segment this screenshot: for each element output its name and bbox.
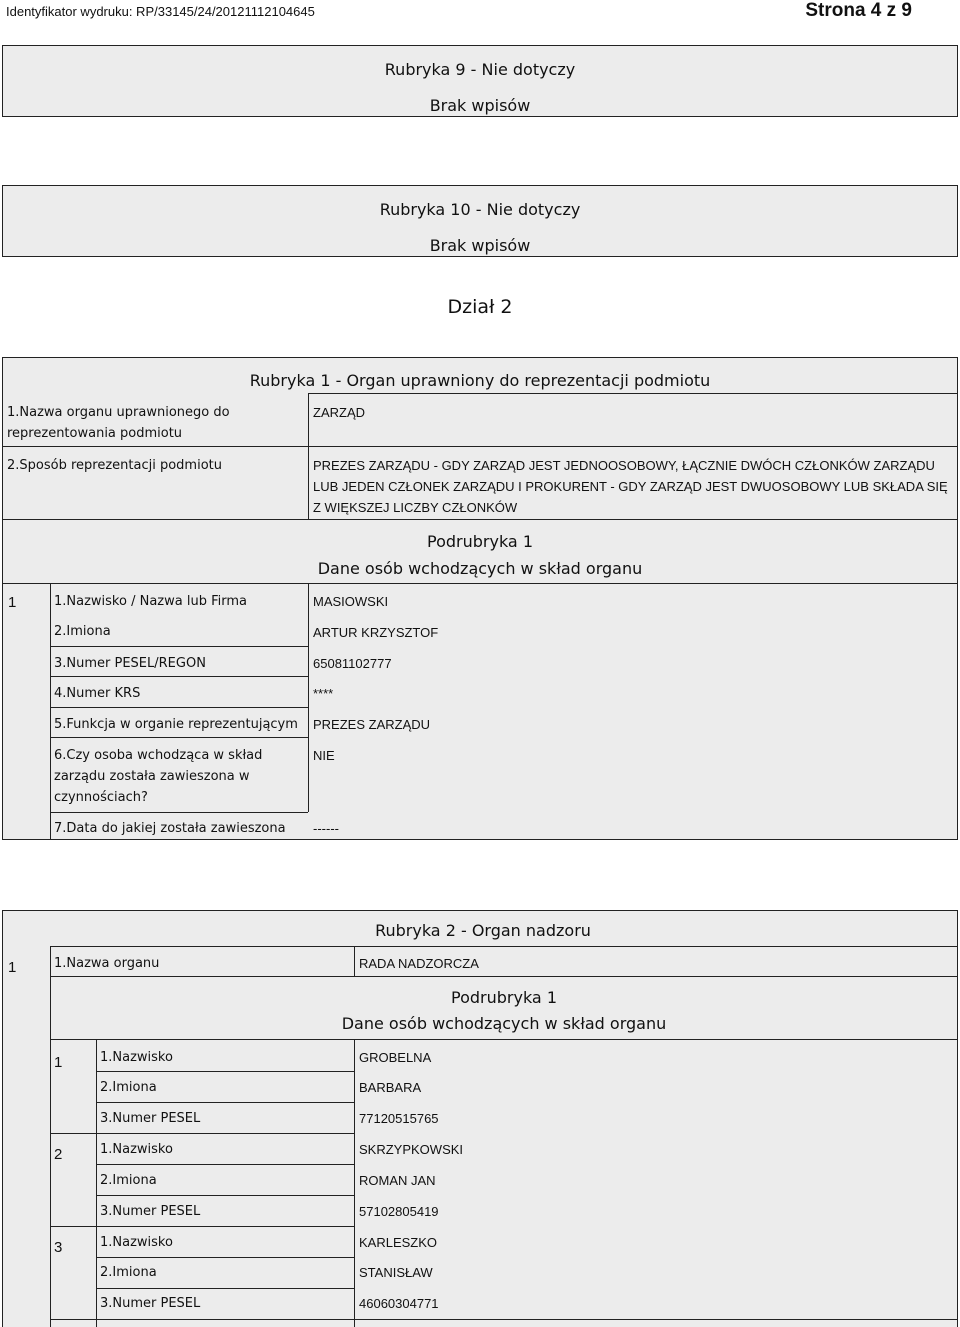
member-names-label: 2.Imiona xyxy=(100,1265,157,1280)
organ-name-label: 1.Nazwa organu uprawnionego do reprezentowania podmiotu xyxy=(7,405,230,441)
rubryka-2-title: Rubryka 2 - Organ nadzoru xyxy=(375,921,591,940)
person-row-label: 7.Data do jakiej została zawieszona xyxy=(54,821,286,836)
member-surname-value: KARLESZKO xyxy=(359,1235,438,1250)
member-surname-label: 1.Nazwisko xyxy=(100,1050,173,1065)
subsection-title: Podrubryka 1 xyxy=(451,988,557,1007)
member-names-label: 2.Imiona xyxy=(100,1173,157,1188)
person-row-label: 5.Funkcja w organie reprezentującym xyxy=(54,717,298,732)
member-index: 2 xyxy=(54,1146,63,1163)
member-surname-value: GROBELNA xyxy=(359,1050,432,1065)
rubryka-9-title: Rubryka 9 - Nie dotyczy xyxy=(384,60,576,79)
person-row-value: NIE xyxy=(313,748,335,763)
rubryka-10-status: Brak wpisów xyxy=(429,236,531,255)
person-row-label: 1.Nazwisko / Nazwa lub Firma xyxy=(54,594,247,609)
subsection-subtitle: Dane osób wchodzących w skład organu xyxy=(317,559,643,578)
person-row-label: 6.Czy osoba wchodząca w skład zarządu została zawieszona w czynnościach? xyxy=(54,748,263,805)
member-names-value: BARBARA xyxy=(359,1080,422,1095)
member-index: 3 xyxy=(54,1239,63,1256)
member-index: 1 xyxy=(54,1054,63,1071)
person-row-value: 65081102777 xyxy=(313,656,392,671)
rubryka-9-status: Brak wpisów xyxy=(429,96,531,115)
member-pesel-value: 77120515765 xyxy=(359,1111,439,1126)
supervisory-organ-label: 1.Nazwa organu xyxy=(54,956,160,971)
representation-label: 2.Sposób reprezentacji podmiotu xyxy=(7,458,222,473)
person-row-label: 2.Imiona xyxy=(54,624,111,639)
subsection-subtitle: Dane osób wchodzących w skład organu xyxy=(341,1014,667,1033)
member-surname-label: 1.Nazwisko xyxy=(100,1235,173,1250)
member-surname-label: 1.Nazwisko xyxy=(100,1142,173,1157)
member-names-label: 2.Imiona xyxy=(100,1080,157,1095)
member-pesel-label: 3.Numer PESEL xyxy=(100,1111,201,1126)
section-heading: Dział 2 xyxy=(447,296,513,318)
representation-value: PREZES ZARZĄDU - GDY ZARZĄD JEST JEDNOOSOBOWY, ŁĄCZNIE DWÓCH CZŁONKÓW ZARZĄDU LUB JEDEN CZŁONEK ZARZĄDU I PROKURENT - GDY ZARZĄD JEST DWUOSOBOWY LUB SKŁADA SIĘ Z WIĘKSZEJ LICZBY CZŁONKÓW xyxy=(313,458,948,515)
member-pesel-label: 3.Numer PESEL xyxy=(100,1296,201,1311)
person-row-value: ------ xyxy=(313,821,339,836)
rubryka-9-box xyxy=(2,45,958,117)
person-row-label: 4.Numer KRS xyxy=(54,686,141,701)
person-row-value: **** xyxy=(313,686,334,701)
rubryka-10-title: Rubryka 10 - Nie dotyczy xyxy=(379,200,581,219)
print-identifier: Identyfikator wydruku: RP/33145/24/20121112104645 xyxy=(6,4,315,19)
person-index: 1 xyxy=(8,594,17,611)
person-row-label: 3.Numer PESEL/REGON xyxy=(54,656,206,671)
member-names-value: STANISŁAW xyxy=(359,1265,433,1280)
person-row-value: MASIOWSKI xyxy=(313,594,389,609)
organ-name-value: ZARZĄD xyxy=(313,405,365,420)
person-row-value: PREZES ZARZĄDU xyxy=(313,717,431,732)
rubryka-1-title: Rubryka 1 - Organ uprawniony do reprezentacji podmiotu xyxy=(249,371,711,390)
member-pesel-label: 3.Numer PESEL xyxy=(100,1204,201,1219)
organ-index: 1 xyxy=(8,959,17,976)
subsection-title: Podrubryka 1 xyxy=(427,532,533,551)
member-names-value: ROMAN JAN xyxy=(359,1173,436,1188)
supervisory-organ-value: RADA NADZORCZA xyxy=(359,956,479,971)
member-pesel-value: 57102805419 xyxy=(359,1204,439,1219)
member-surname-value: SKRZYPKOWSKI xyxy=(359,1142,464,1157)
member-pesel-value: 46060304771 xyxy=(359,1296,439,1311)
rubryka-10-box xyxy=(2,185,958,257)
person-row-value: ARTUR KRZYSZTOF xyxy=(313,625,439,640)
page-number: Strona 4 z 9 xyxy=(805,0,912,21)
